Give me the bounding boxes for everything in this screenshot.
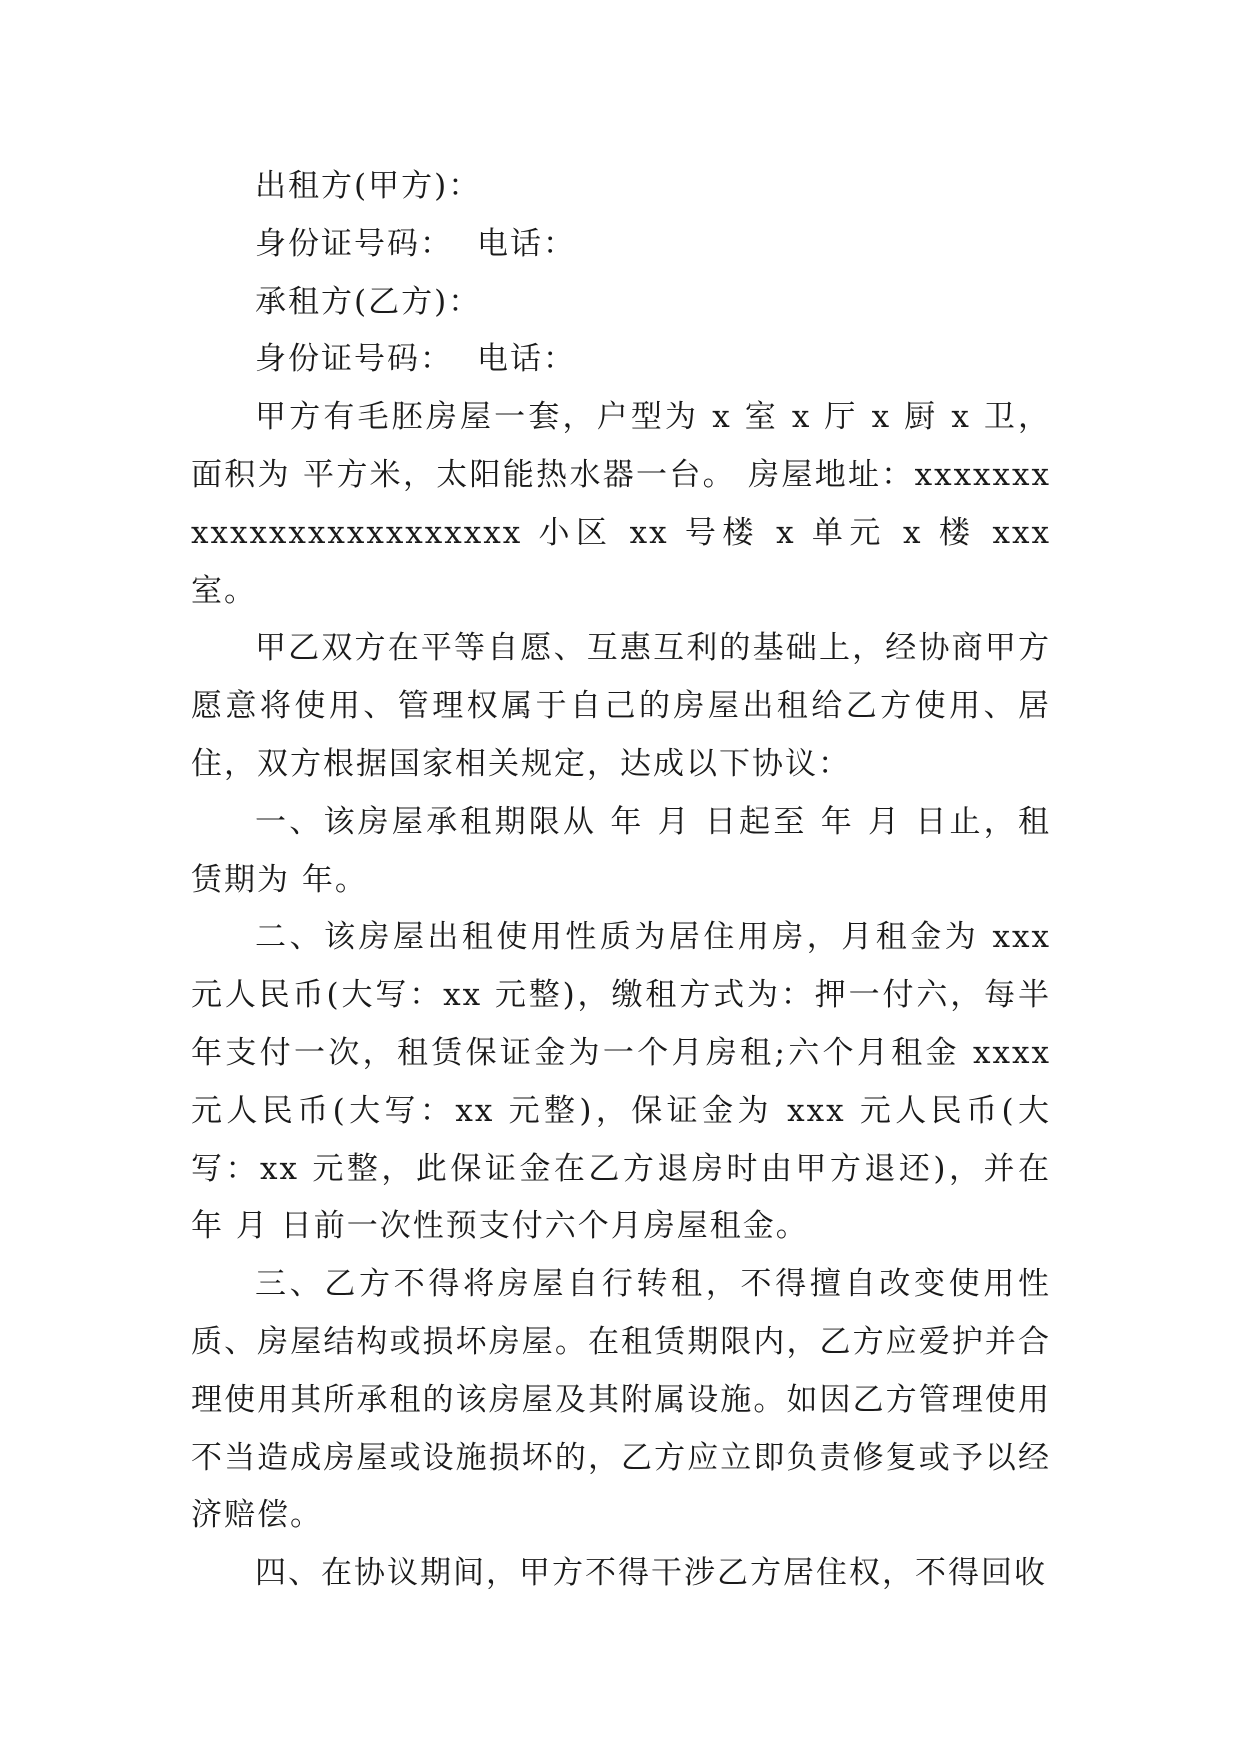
lessor-id-line xyxy=(191,216,1051,274)
lessee-id-line xyxy=(191,331,1051,389)
clause-1-term: 一、该房屋承租期限从 年 月 日起至 年 月 日止，租赁期为 年。 xyxy=(191,803,1051,898)
property-paragraph: 甲方有毛胚房屋一套，户型为 x 室 x 厅 x 厨 x 卫，面积为 平方米，太阳能热水器一台。 房屋地址：xxxxxxxxxxxxxxxxxxxxxxxx 小区 xx 号楼 x 单元 x 楼 xxx 室。 xyxy=(191,399,1051,609)
clause-3-obligations: 三、乙方不得将房屋自行转租，不得擅自改变使用性质、房屋结构或损坏房屋。在租赁期限内，乙方应爱护并合理使用其所承租的该房屋及其附属设施。如因乙方管理使用不当造成房屋或设施损坏的，乙方应立即负责修复或予以经济赔偿。 xyxy=(191,1266,1051,1534)
document-page xyxy=(191,158,1051,1603)
lessee-label: 承租方(乙方)： xyxy=(255,283,482,320)
lessor-phone-label: 电话： xyxy=(477,225,576,262)
clause-4-rights: 四、在协议期间，甲方不得干涉乙方居住权，不得回收 xyxy=(255,1555,1047,1592)
lessor-id-label: 身份证号码： xyxy=(255,225,453,262)
lessee-id-label: 身份证号码： xyxy=(255,341,453,378)
lessor-label: 出租方(甲方)： xyxy=(255,168,482,204)
lessee-phone-label: 电话： xyxy=(477,341,576,378)
preamble-paragraph: 甲乙双方在平等自愿、互惠互利的基础上，经协商甲方愿意将使用、管理权属于自己的房屋出租给乙方使用、居住，双方根据国家相关规定，达成以下协议： xyxy=(191,630,1051,782)
clause-2-rent: 二、该房屋出租使用性质为居住用房，月租金为 xxx 元人民币(大写：xx 元整)，缴租方式为：押一付六，每半年支付一次，租赁保证金为一个月房租;六个月租金 xxxx 元人民币(大写：xx 元整)，保证金为 xxx 元人民币(大写：xx 元整，此保证金在乙方退房时由甲方退还)，并在 年 月 日前一次性预支付六个月房屋租金。 xyxy=(191,919,1051,1245)
